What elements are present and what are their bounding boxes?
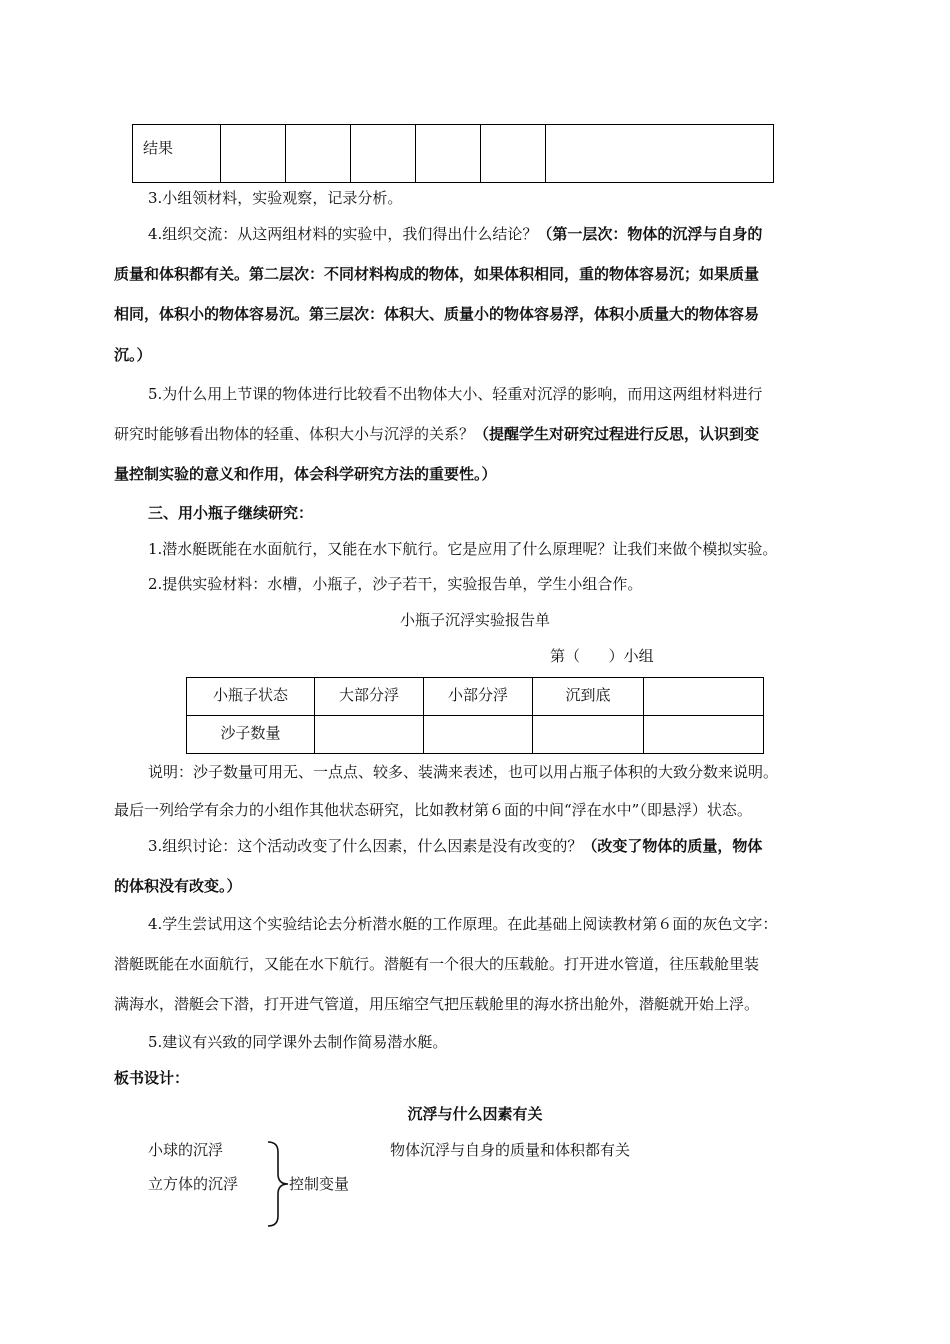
result-label-cell [133, 125, 221, 183]
section-3-item-3-line-1: 3.组织讨论：这个活动改变了什么因素，什么因素是没有改变的？（改变了物体的质量，物体 [148, 837, 763, 855]
result-cell [481, 125, 546, 183]
curly-brace-icon [262, 1140, 290, 1228]
paragraph-3: 3.小组领材料，实验观察，记录分析。 [148, 189, 403, 207]
data-cell [533, 716, 644, 754]
note-line-2: 最后一列给学有余力的小组作其他状态研究，比如教材第６面的中间“浮在水中”（即悬浮）状态。 [114, 801, 752, 819]
board-design-heading: 板书设计： [114, 1069, 190, 1087]
result-cell [286, 125, 351, 183]
data-cell [644, 716, 764, 754]
paragraph-5-line-3: 量控制实验的意义和作用，体会科学研究方法的重要性。） [114, 465, 497, 483]
header-cell: 小部分浮 [424, 678, 533, 716]
paragraph-4-line-1: 4.组织交流：从这两组材料的实验中，我们得出什么结论？（第一层次：物体的沉浮与自身的 [148, 225, 763, 243]
board-item-2: 立方体的沉浮 [148, 1175, 239, 1193]
section-3-item-4-line-2: 潜艇既能在水面航行，又能在水下航行。潜艇有一个很大的压载舱。打开进水管道，往压载舱里装 [114, 955, 760, 973]
board-conclusion: 物体沉浮与自身的质量和体积都有关 [390, 1141, 631, 1159]
bottle-report-table [186, 677, 764, 754]
report-title: 小瓶子沉浮实验报告单 [399, 611, 550, 629]
header-cell [644, 678, 764, 716]
group-label: 第（ ）小组 [550, 647, 654, 665]
result-label: 结果 [143, 139, 174, 157]
table-row [187, 716, 764, 754]
header-cell: 大部分浮 [315, 678, 424, 716]
result-cell [546, 125, 774, 183]
section-3-item-2: 2.提供实验材料：水槽，小瓶子，沙子若干，实验报告单，学生小组合作。 [148, 575, 643, 593]
section-3-heading: 三、用小瓶子继续研究： [148, 504, 314, 522]
header-cell: 沉到底 [533, 678, 644, 716]
section-3-item-4-line-3: 满海水，潜艇会下潜，打开进气管道，用压缩空气把压载舱里的海水挤出舱外，潜艇就开始上浮。 [114, 995, 760, 1013]
header-cell: 小瓶子状态 [187, 678, 315, 716]
board-title: 沉浮与什么因素有关 [407, 1105, 543, 1123]
result-cell [351, 125, 416, 183]
note-line-1: 说明：沙子数量可用无、一点点、较多、装满来表述，也可以用占瓶子体积的大致分数来说明。 [148, 763, 779, 781]
paragraph-5-line-1: 5.为什么用上节课的物体进行比较看不出物体大小、轻重对沉浮的影响，而用这两组材料进行 [148, 385, 763, 403]
paragraph-5-line-2: 研究时能够看出物体的轻重、体积大小与沉浮的关系？（提醒学生对研究过程进行反思，认识到变 [114, 425, 760, 443]
result-cell [416, 125, 481, 183]
data-cell [315, 716, 424, 754]
table-row [187, 678, 764, 716]
section-3-item-1: 1.潜水艇既能在水面航行，又能在水下航行。它是应用了什么原理呢？让我们来做个模拟实验。 [148, 540, 778, 558]
board-brace-label: 控制变量 [289, 1175, 350, 1193]
section-3-item-5: 5.建议有兴致的同学课外去制作简易潜水艇。 [148, 1033, 448, 1051]
row-label-cell: 沙子数量 [187, 716, 315, 754]
section-3-item-4-line-1: 4.学生尝试用这个实验结论去分析潜水艇的工作原理。在此基础上阅读教材第６面的灰色文字： [148, 915, 778, 933]
result-table [132, 124, 774, 183]
paragraph-4-line-3: 相同，体积小的物体容易沉。第三层次：体积大、质量小的物体容易浮，体积小质量大的物体容易 [114, 305, 760, 323]
result-cell [221, 125, 286, 183]
section-3-item-3-line-2: 的体积没有改变。） [114, 877, 242, 895]
board-item-1: 小球的沉浮 [148, 1141, 224, 1159]
paragraph-4-line-4: 沉。） [114, 346, 152, 364]
data-cell [424, 716, 533, 754]
paragraph-4-line-2: 质量和体积都有关。第二层次：不同材料构成的物体，如果体积相同，重的物体容易沉；如果质量 [114, 265, 760, 283]
table-row [133, 125, 774, 183]
